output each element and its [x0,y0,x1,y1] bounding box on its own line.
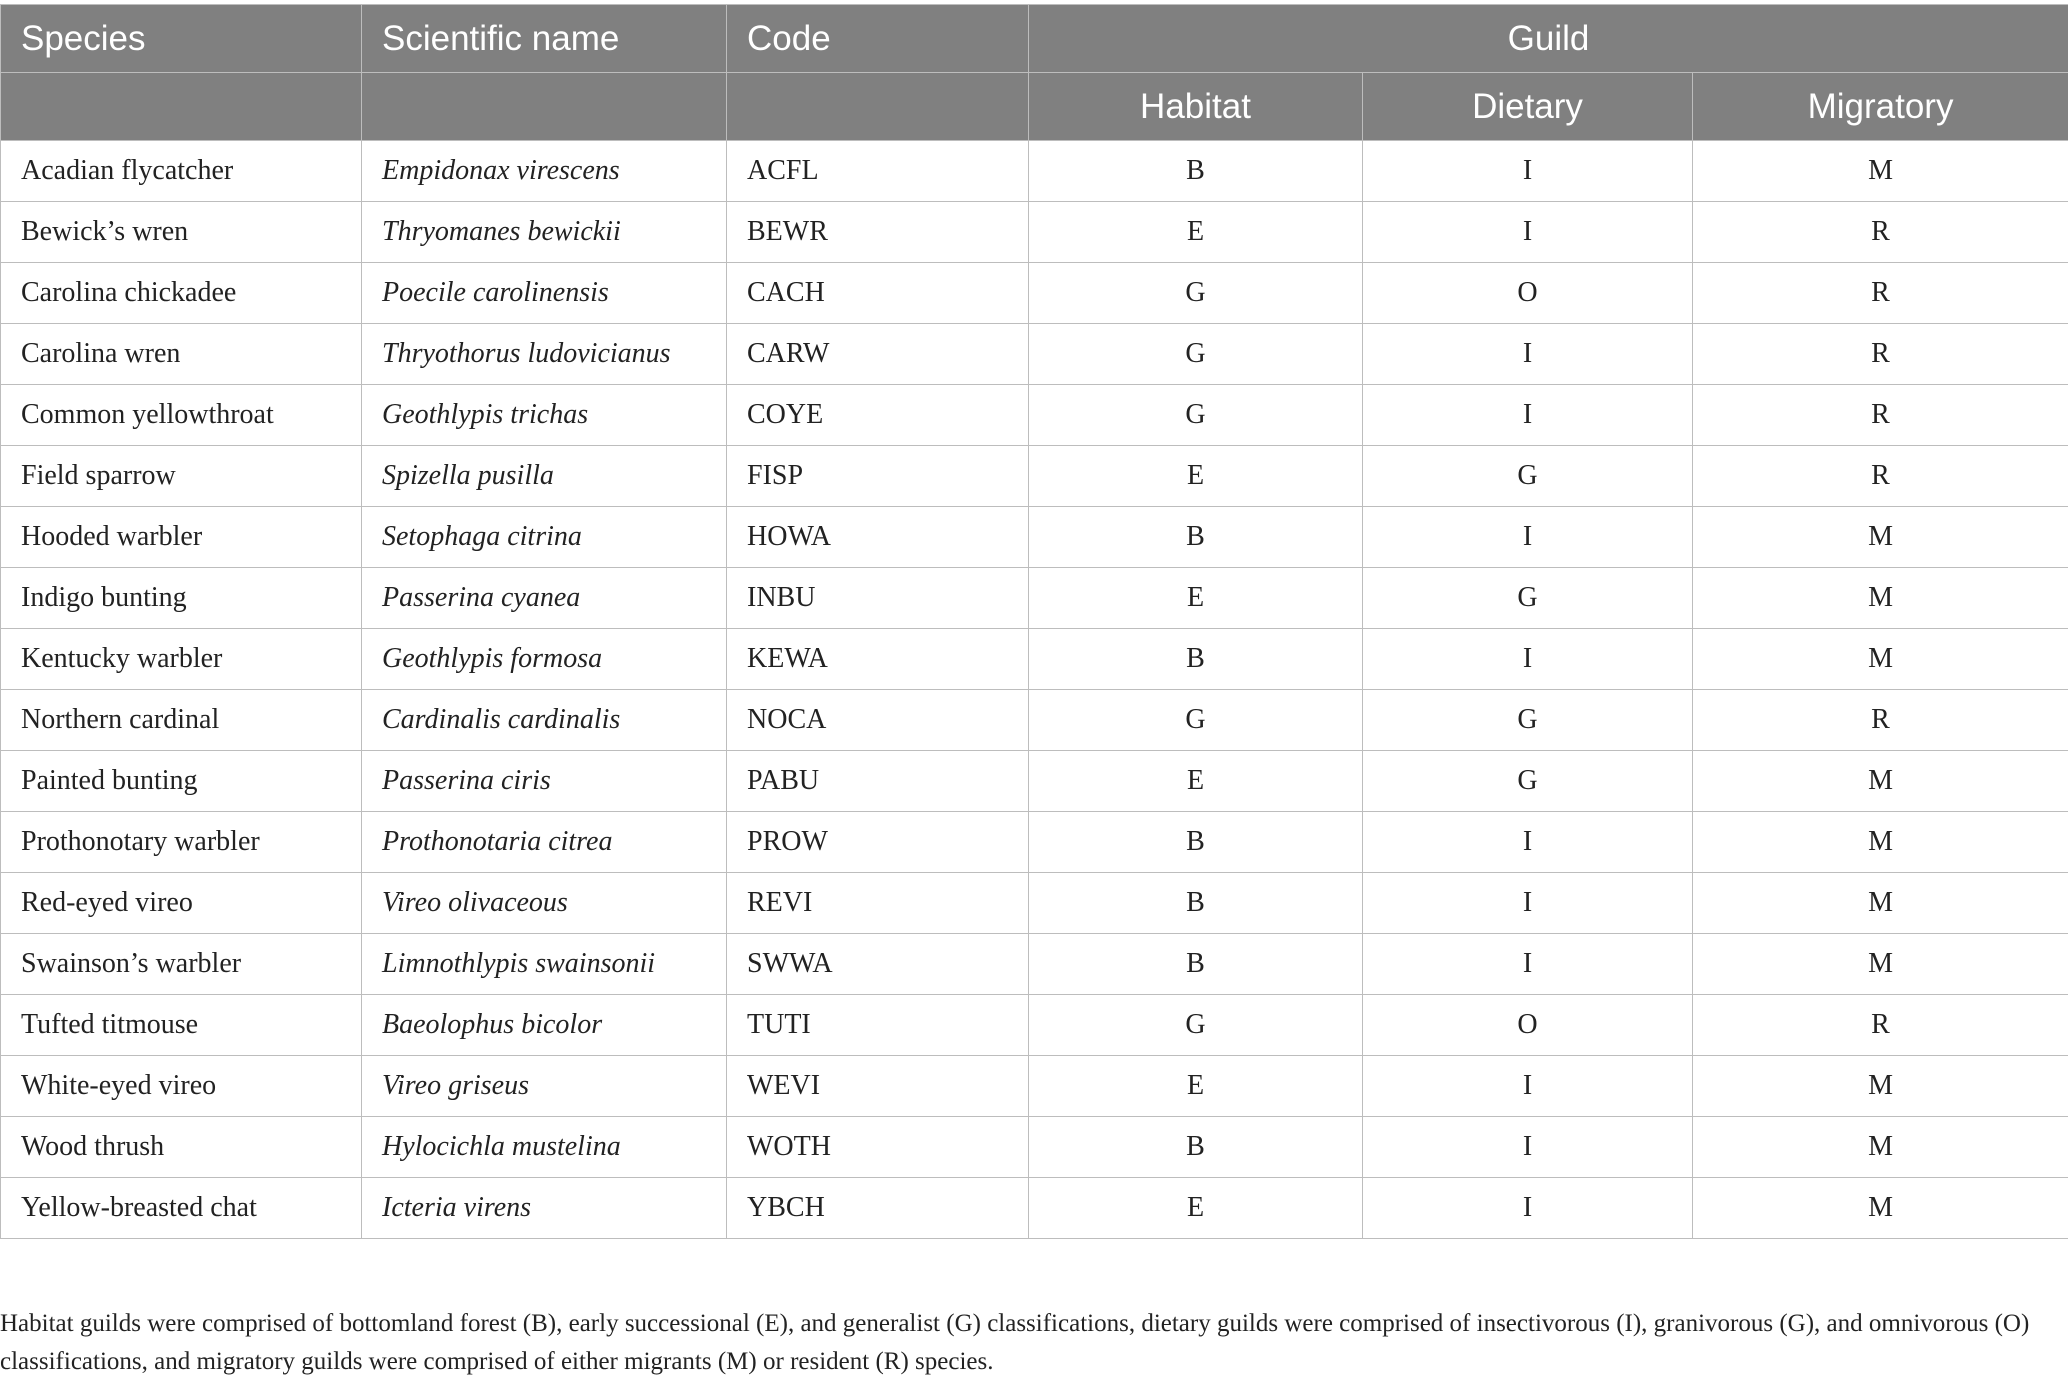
cell-scientific-name: Icteria virens [362,1178,727,1239]
cell-dietary: G [1363,446,1693,507]
cell-code: BEWR [727,202,1029,263]
header-species: Species [1,5,362,73]
cell-code: CARW [727,324,1029,385]
cell-migratory: R [1693,263,2068,324]
cell-habitat: B [1029,934,1363,995]
cell-code: HOWA [727,507,1029,568]
cell-migratory: R [1693,324,2068,385]
cell-species: Yellow-breasted chat [1,1178,362,1239]
cell-code: FISP [727,446,1029,507]
cell-migratory: M [1693,751,2068,812]
table-row [1,446,2068,507]
cell-species: Acadian flycatcher [1,141,362,202]
cell-code: NOCA [727,690,1029,751]
table-header [1,5,2068,141]
cell-scientific-name: Baeolophus bicolor [362,995,727,1056]
cell-species: Carolina chickadee [1,263,362,324]
cell-dietary: I [1363,629,1693,690]
cell-habitat: B [1029,141,1363,202]
cell-species: Red-eyed vireo [1,873,362,934]
cell-species: Tufted titmouse [1,995,362,1056]
cell-scientific-name: Hylocichla mustelina [362,1117,727,1178]
cell-migratory: R [1693,202,2068,263]
cell-dietary: G [1363,690,1693,751]
table-body [1,141,2068,1239]
cell-migratory: M [1693,1117,2068,1178]
cell-code: REVI [727,873,1029,934]
table-row [1,1178,2068,1239]
cell-code: WEVI [727,1056,1029,1117]
cell-dietary: I [1363,507,1693,568]
cell-habitat: B [1029,629,1363,690]
table-row [1,324,2068,385]
cell-habitat: E [1029,1178,1363,1239]
cell-migratory: M [1693,873,2068,934]
cell-species: Indigo bunting [1,568,362,629]
cell-code: ACFL [727,141,1029,202]
cell-dietary: I [1363,324,1693,385]
cell-dietary: I [1363,812,1693,873]
header-empty-species [1,73,362,141]
cell-dietary: O [1363,995,1693,1056]
cell-species: Carolina wren [1,324,362,385]
cell-species: Common yellowthroat [1,385,362,446]
cell-species: Prothonotary warbler [1,812,362,873]
cell-species: Wood thrush [1,1117,362,1178]
cell-scientific-name: Limnothlypis swainsonii [362,934,727,995]
cell-scientific-name: Geothlypis trichas [362,385,727,446]
cell-habitat: B [1029,873,1363,934]
table-row [1,995,2068,1056]
table-row [1,812,2068,873]
header-scientific-name: Scientific name [362,5,727,73]
header-row-1 [1,5,2068,73]
cell-migratory: M [1693,1056,2068,1117]
cell-scientific-name: Setophaga citrina [362,507,727,568]
cell-migratory: M [1693,629,2068,690]
cell-habitat: E [1029,1056,1363,1117]
cell-scientific-name: Empidonax virescens [362,141,727,202]
cell-code: KEWA [727,629,1029,690]
cell-habitat: E [1029,751,1363,812]
header-empty-code [727,73,1029,141]
table-row [1,507,2068,568]
cell-species: Field sparrow [1,446,362,507]
cell-dietary: I [1363,1178,1693,1239]
cell-code: TUTI [727,995,1029,1056]
cell-scientific-name: Spizella pusilla [362,446,727,507]
table-footnote: Habitat guilds were comprised of bottomland forest (B), early successional (E), and generalist (G) classifications, dietary guilds were comprised of insectivorous (I), granivorous (G), and omnivorous (O) classifications, and migratory guilds were comprised of either migrants (M) or resident (R) species. [0,1310,2030,1375]
cell-species: Swainson’s warbler [1,934,362,995]
cell-species: White-eyed vireo [1,1056,362,1117]
header-code: Code [727,5,1029,73]
cell-migratory: M [1693,507,2068,568]
cell-migratory: R [1693,446,2068,507]
cell-habitat: E [1029,202,1363,263]
cell-scientific-name: Vireo griseus [362,1056,727,1117]
header-guild: Guild [1029,5,2068,73]
cell-scientific-name: Vireo olivaceous [362,873,727,934]
cell-habitat: B [1029,507,1363,568]
cell-habitat: G [1029,690,1363,751]
cell-migratory: R [1693,995,2068,1056]
cell-dietary: I [1363,385,1693,446]
cell-habitat: B [1029,812,1363,873]
header-dietary: Dietary [1363,73,1693,141]
cell-code: PROW [727,812,1029,873]
cell-habitat: G [1029,385,1363,446]
cell-habitat: G [1029,263,1363,324]
cell-code: CACH [727,263,1029,324]
cell-habitat: E [1029,568,1363,629]
cell-species: Northern cardinal [1,690,362,751]
cell-migratory: M [1693,568,2068,629]
cell-species: Bewick’s wren [1,202,362,263]
header-migratory: Migratory [1693,73,2068,141]
cell-scientific-name: Poecile carolinensis [362,263,727,324]
table-row [1,202,2068,263]
cell-code: COYE [727,385,1029,446]
cell-migratory: M [1693,1178,2068,1239]
header-row-2 [1,73,2068,141]
cell-scientific-name: Thryomanes bewickii [362,202,727,263]
cell-dietary: G [1363,751,1693,812]
table-row [1,1056,2068,1117]
cell-habitat: B [1029,1117,1363,1178]
cell-dietary: I [1363,1117,1693,1178]
cell-scientific-name: Passerina cyanea [362,568,727,629]
cell-migratory: M [1693,141,2068,202]
table-row [1,141,2068,202]
cell-species: Painted bunting [1,751,362,812]
header-empty-scientific [362,73,727,141]
table-row [1,690,2068,751]
cell-species: Kentucky warbler [1,629,362,690]
cell-code: SWWA [727,934,1029,995]
cell-scientific-name: Thryothorus ludovicianus [362,324,727,385]
cell-migratory: R [1693,690,2068,751]
cell-scientific-name: Passerina ciris [362,751,727,812]
guild-table-container [0,4,2068,1239]
cell-dietary: I [1363,934,1693,995]
table-row [1,385,2068,446]
table-row [1,873,2068,934]
cell-code: WOTH [727,1117,1029,1178]
table-row [1,751,2068,812]
table-row [1,568,2068,629]
cell-migratory: M [1693,812,2068,873]
cell-scientific-name: Prothonotaria citrea [362,812,727,873]
table-row [1,934,2068,995]
cell-scientific-name: Cardinalis cardinalis [362,690,727,751]
cell-dietary: G [1363,568,1693,629]
cell-migratory: R [1693,385,2068,446]
cell-code: INBU [727,568,1029,629]
cell-dietary: I [1363,873,1693,934]
cell-migratory: M [1693,934,2068,995]
cell-scientific-name: Geothlypis formosa [362,629,727,690]
table-row [1,263,2068,324]
cell-dietary: I [1363,141,1693,202]
cell-species: Hooded warbler [1,507,362,568]
cell-code: YBCH [727,1178,1029,1239]
cell-dietary: I [1363,202,1693,263]
cell-habitat: E [1029,446,1363,507]
cell-code: PABU [727,751,1029,812]
cell-habitat: G [1029,324,1363,385]
cell-dietary: I [1363,1056,1693,1117]
cell-habitat: G [1029,995,1363,1056]
guild-table [0,4,2068,1239]
cell-dietary: O [1363,263,1693,324]
header-habitat: Habitat [1029,73,1363,141]
table-row [1,629,2068,690]
table-row [1,1117,2068,1178]
